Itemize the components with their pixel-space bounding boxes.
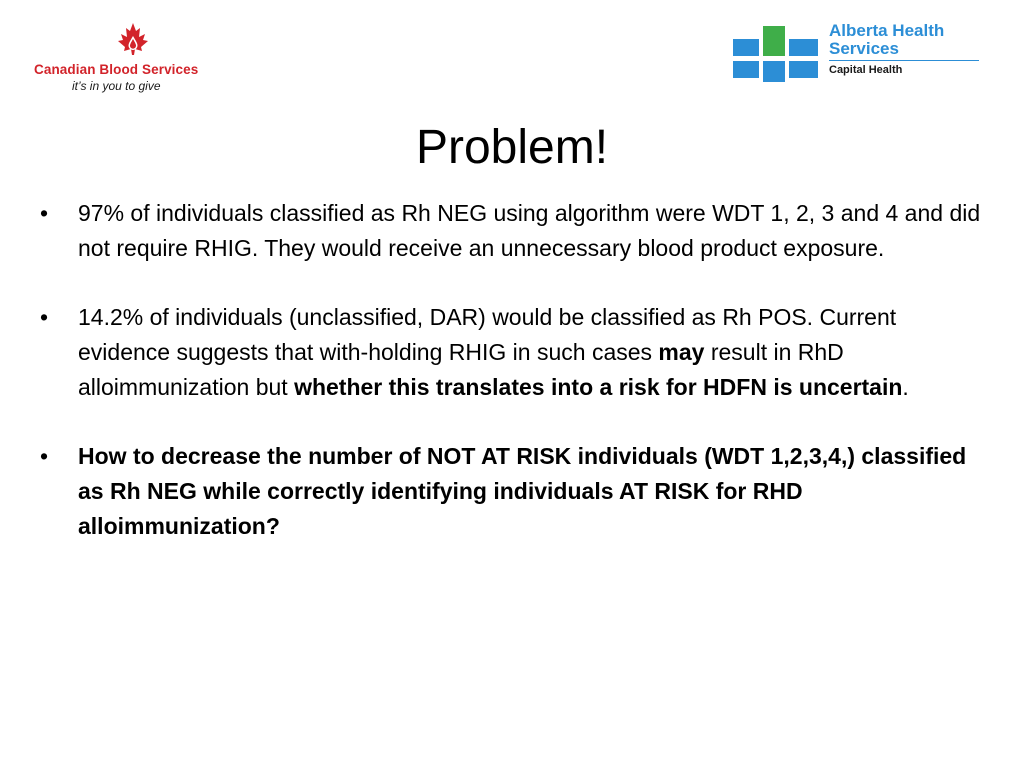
bullet-item [40,439,985,544]
bullet-text-emphasis: How to decrease the number of NOT AT RISK individuals (WDT 1,2,3,4,) classified as Rh NEG while correctly identifying individuals AT RISK for RHD alloimmunization? [78,443,967,539]
canadian-blood-services-name: Canadian Blood Services [34,62,199,77]
bullet-item [40,300,985,405]
slide-title: Problem! [415,121,609,174]
bullet-text: 14.2% of individuals (unclassified, DAR) would be classified as Rh POS. Current evidence suggests that with-holding RHIG in such cases [78,304,897,365]
health-cross-icon [733,26,818,82]
bullet-marker: • [40,304,49,330]
maple-leaf-blood-drop-icon [113,22,153,64]
bullet-item [40,196,985,266]
bullet-marker: • [40,200,49,226]
bullet-list [40,196,985,578]
alberta-health-services-wordmark [829,22,987,76]
ahs-divider [829,60,979,61]
ahs-name-line1: Alberta Health [829,21,945,40]
canadian-blood-services-tagline: it’s in you to give [72,79,161,93]
bullet-text: 97% of individuals classified as Rh NEG using algorithm were WDT 1, 2, 3 and 4 and did not require RHIG. They would receive an unnecessary blood product exposure. [78,200,981,261]
alberta-health-services-logo [733,22,988,86]
bullet-marker: • [40,443,49,469]
ahs-subtitle: Capital Health [829,64,903,76]
bullet-text-emphasis: whether this translates into a risk for HDFN is uncertain [294,374,903,400]
bullet-text-emphasis: may [658,339,705,365]
ahs-name-line2: Services [829,39,899,58]
bullet-text: result in RhD alloimmunization but [78,339,844,400]
bullet-text: . [902,374,909,400]
canadian-blood-services-logo [28,22,238,94]
